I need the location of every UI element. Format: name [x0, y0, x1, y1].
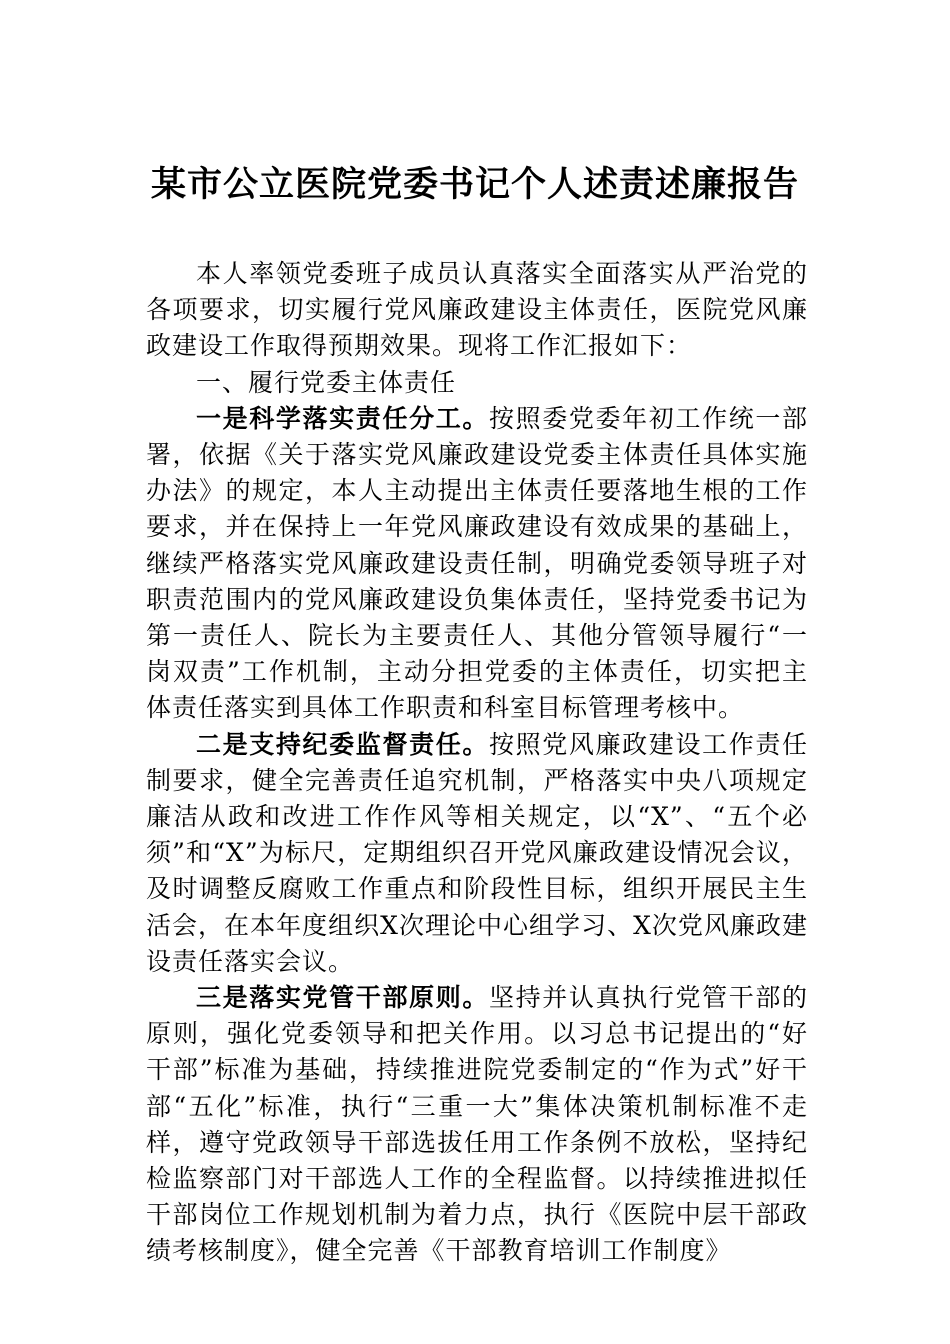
document-body [146, 256, 808, 1270]
intro-paragraph: 本人率领党委班子成员认真落实全面落实从严治党的各项要求，切实履行党风廉政建设主体责任，医院党风廉政建设工作取得预期效果。现将工作汇报如下： [146, 259, 808, 361]
paragraph-3 [146, 980, 808, 1270]
paragraph-3-body: 坚持并认真执行党管干部的原则，强化党委领导和把关作用。以习总书记提出的“好干部”标准为基础，持续推进院党委制定的“作为式”好干部“五化”标准，执行“三重一大”集体决策机制标准不走样，遵守党政领导干部选拔任用工作条例不放松，坚持纪检监察部门对干部选人工作的全程监督。以持续推进拟任干部岗位工作规划机制为着力点，执行《医院中层干部政绩考核制度》，健全完善《干部教育培训工作制度》 [146, 983, 808, 1266]
paragraph-2 [146, 727, 808, 980]
document-title: 某市公立医院党委书记个人述责述廉报告 [150, 164, 799, 205]
paragraph-1 [146, 401, 808, 727]
section-heading-1: 一、履行党委主体责任 [196, 367, 457, 397]
paragraph-2-body: 按照党风廉政建设工作责任制要求，健全完善责任追究机制，严格落实中央八项规定廉洁从政和改进工作作风等相关规定，以“X”、“五个必须”和“X”为标尺，定期组织召开党风廉政建设情况会议，及时调整反腐败工作重点和阶段性目标，组织开展民主生活会，在本年度组织X次理论中心组学习、X次党风廉政建设责任落实会议。 [146, 729, 808, 976]
paragraph-2-lead: 二是支持纪委监督责任。 [196, 729, 489, 759]
paragraph-1-lead: 一是科学落实责任分工。 [196, 403, 489, 433]
paragraph-1-body: 按照委党委年初工作统一部署，依据《关于落实党风廉政建设党委主体责任具体实施办法》的规定，本人主动提出主体责任要落地生根的工作要求，并在保持上一年党风廉政建设有效成果的基础上，继续严格落实党风廉政建设责任制，明确党委领导班子对职责范围内的党风廉政建设负集体责任，坚持党委书记为第一责任人、院长为主要责任人、其他分管领导履行“一岗双责”工作机制，主动分担党委的主体责任，切实把主体责任落实到具体工作职责和科室目标管理考核中。 [146, 403, 808, 723]
paragraph-3-lead: 三是落实党管干部原则。 [196, 983, 489, 1013]
